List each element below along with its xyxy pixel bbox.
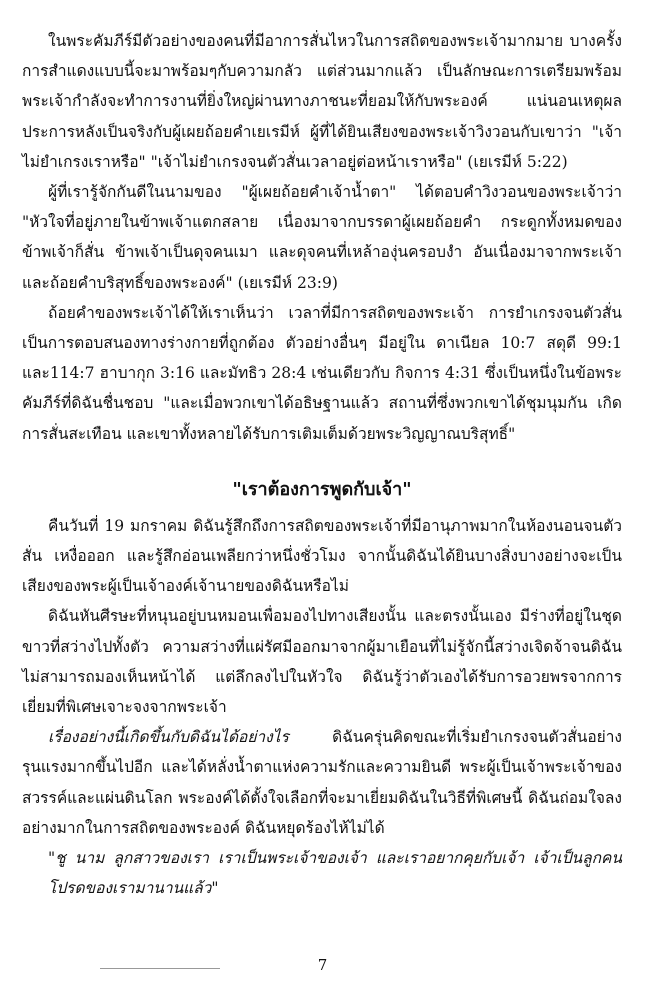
italic-thought: เรื่องอย่างนี้เกิดขึ้นกับดิฉันได้อย่างไร	[48, 728, 289, 747]
quote-god-speaking: "ชู นาม ลูกสาวของเรา เราเป็นพระเจ้าของเจ้า และเราอยากคุยกับเจ้า เจ้าเป็นลูกคนโปรดของเรามานานแล้ว"	[48, 849, 622, 898]
paragraph-trembling-examples: ในพระคัมภีร์มีตัวอย่างของคนที่มีอาการสั่นไหวในการสถิตของพระเจ้ามากมาย บางครั้งการสำแดงแบบนี้จะมาพร้อมๆกับความกลัว แต่ส่วนมากแล้ว เป็นลักษณะการเตรียมพร้อม พระเจ้ากำลังจะทำการงานที่ยิ่งใหญ่ผ่านทางภาชนะที่ยอมให้กับพระองค์ แน่นอนเหตุผลประการหลังเป็นจริงกับผู้เผยถ้อยคำเยเรมีห์ ผู้ที่ได้ยินเสียงของพระเจ้าวิงวอนกับเขาว่า "เจ้าไม่ยำเกรงเราหรือ" "เจ้าไม่ยำเกรงจนตัวสั่นเวลาอยู่ต่อหน้าเราหรือ" (เยเรมีห์ 5:22)	[22, 32, 622, 171]
document-page	[22, 26, 622, 903]
paragraph-wonder	[22, 722, 622, 843]
section-heading: "เราต้องการพูดกับเจ้า"	[232, 478, 412, 500]
paragraph-night-visit: คืนวันที่ 19 มกราคม ดิฉันรู้สึกถึงการสถิตของพระเจ้าที่มีอานุภาพมากในห้องนอนจนตัวสั่น เหงื่อออก และรู้สึกอ่อนเพลียกว่าหนึ่งชั่วโมง จากนั้นดิฉันได้ยินบางสิ่งบางอย่างจะเป็นเสียงของพระผู้เป็นเจ้าองค์เจ้านายของดิฉันหรือไม่	[22, 516, 622, 596]
paragraph-figure-in-white: ดิฉันหันศีรษะที่หนุนอยู่บนหมอนเพื่อมองไปทางเสียงนั้น และตรงนั้นเอง มีร่างที่อยู่ในชุดขาวที่สว่างไปทั้งตัว ความสว่างที่แผ่รัศมีออกมาจากผู้มาเยือนที่ไม่รู้จักนี้สว่างเจิดจ้าจนดิฉันไม่สามารถมองเห็นหน้าได้ แต่ลึกลงไปในหัวใจ ดิฉันรู้ว่าตัวเองได้รับการอวยพรจากการเยี่ยมที่พิเศษเจาะจงจากพระเจ้า	[22, 607, 622, 717]
paragraph-wonder-rest: ดิฉันครุ่นคิดขณะที่เริ่มยำเกรงจนตัวสั่นอย่างรุนแรงมากขึ้นไปอีก และได้หลั่งน้ำตาแห่งความรักและความยินดี พระผู้เป็นเจ้าพระเจ้าของสวรรค์และแผ่นดินโลก พระองค์ได้ตั้งใจเลือกที่จะมาเยี่ยมดิฉันในวิธีที่พิเศษนี้ ดิฉันถ่อมใจลงอย่างมากในการสถิตของพระองค์ ดิฉันหยุดร้องไห้ไม่ได้	[22, 728, 622, 837]
paragraph-scripture-references: ถ้อยคำของพระเจ้าได้ให้เราเห็นว่า เวลาที่มีการสถิตของพระเจ้า การยำเกรงจนตัวสั่นเป็นการตอบสนองทางร่างกายที่ถูกต้อง ตัวอย่างอื่นๆ มีอยู่ใน ดาเนียล 10:7 สดุดี 99:1 และ114:7 ฮาบากุก 3:16 และมัทธิว 28:4 เช่นเดียวกับ กิจการ 4:31 ซึ่งเป็นหนึ่งในข้อพระคัมภีร์ที่ดิฉันชื่นชอบ "และเมื่อพวกเขาได้อธิษฐานแล้ว สถานที่ซึ่งพวกเขาได้ชุมนุมกัน เกิดการสั่นสะเทือน และเขาทั้งหลายได้รับการเติมเต็มด้วยพระวิญญาณบริสุทธิ์"	[22, 303, 622, 443]
page-number: 7	[317, 956, 328, 974]
paragraph-weeping-prophet: ผู้ที่เรารู้จักกันดีในนามของ "ผู้เผยถ้อยคำเจ้าน้ำตา" ได้ตอบคำวิงวอนของพระเจ้าว่า "หัวใจที่อยู่ภายในข้าพเจ้าแตกสลาย เนื่องมาจากบรรดาผู้เผยถ้อยคำ กระดูกทั้งหมดของข้าพเจ้าก็สั่น ข้าพเจ้าเป็นดุจคนเมา และดุจคนที่เหล้าองุ่นครอบงำ อันเนื่องมาจากพระเจ้าและถ้อยคำบริสุทธิ์ของพระองค์" (เยเรมีห์ 23:9)	[22, 183, 622, 292]
